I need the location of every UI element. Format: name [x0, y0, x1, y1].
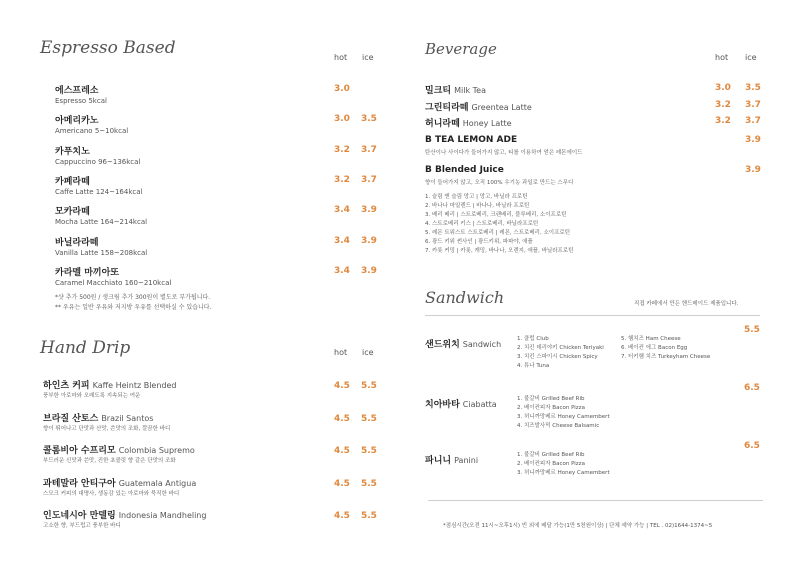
sandwich-option: 6. 베이컨 에그 Bacon Egg	[621, 345, 688, 351]
espresso-item-name: 카페라떼	[55, 176, 90, 187]
handdrip-hot-header: hot	[334, 348, 348, 357]
espresso-item-ice-price: 3.7	[361, 174, 377, 185]
espresso-item-desc: Espresso 5kcal	[55, 97, 107, 105]
espresso-item-hot-price: 3.0	[334, 114, 350, 125]
ciabatta-list	[517, 395, 610, 431]
espresso-hot-header: hot	[334, 53, 348, 62]
panini-option: 2. 베이컨피자 Bacon Pizza	[517, 461, 585, 467]
espresso-item-desc: Mocha Latte 164~214kcal	[55, 218, 148, 227]
espresso-item-name: 아메리카노	[55, 116, 99, 127]
espresso-item-desc: Caramel Macchiato 160~210kcal	[55, 278, 172, 287]
handdrip-item-ko: 브라질 산토스	[43, 413, 99, 424]
espresso-item-desc: Vanilla Latte 158~208kcal	[55, 248, 148, 257]
espresso-item-ice-price: 3.9	[361, 205, 377, 216]
espresso-item-hot-price: 3.4	[334, 235, 350, 246]
juice-option: 2. 바나나 마일렌드 | 바나나, 바닐라 프로틴	[425, 203, 530, 209]
beverage-item-hot-price: 3.0	[715, 83, 731, 93]
sandwich-list-left	[517, 335, 604, 371]
handdrip-item-ko: 하인츠 커피	[43, 381, 90, 391]
ciabatta-price: 6.5	[744, 383, 760, 393]
beverage-item-en: Greentea Latte	[471, 102, 532, 112]
footer-divider	[428, 500, 763, 501]
beverage-item-name	[425, 83, 486, 96]
espresso-note-1: *샷 추가 500원 / 생크림 추가 300원이 별도로 부가됩니다.	[55, 294, 211, 301]
sandwich-section-title: Sandwich	[425, 288, 505, 307]
handdrip-item-hot-price: 4.5	[334, 478, 350, 489]
handdrip-item-hot-price: 4.5	[334, 413, 350, 424]
ciabatta-option: 2. 베이컨피자 Bacon Pizza	[517, 405, 585, 411]
espresso-item-name: 모카라떼	[55, 207, 90, 218]
beverage-item-ko: 밀크티	[425, 86, 452, 96]
handdrip-item-en: Guatemala Antigua	[118, 478, 197, 488]
juice-option: 7. 카롯 커밍 | 카롯, 캐밍, 바나나, 오렌지, 애플, 바닐라프로틴	[425, 248, 574, 254]
handdrip-item-hot-price: 4.5	[334, 446, 350, 456]
handdrip-item-hot-price: 4.5	[334, 511, 350, 521]
espresso-item-ice-price: 3.9	[361, 235, 377, 246]
espresso-item-name: 바닐라라떼	[55, 237, 99, 248]
sandwich-option: 1. 클럽 Club	[517, 336, 549, 342]
lemonade-price: 3.9	[745, 135, 761, 145]
beverage-item-name	[425, 100, 532, 113]
espresso-section-title: Espresso Based	[40, 38, 176, 58]
espresso-item-hot-price: 3.4	[334, 205, 350, 216]
handdrip-item-en: Brazil Santos	[101, 413, 154, 423]
sandwich-option: 7. 터키햄 치즈 Turkeyham Cheese	[621, 354, 711, 360]
beverage-section-title: Beverage	[425, 40, 497, 58]
panini-option: 1. 불갈비 Grilled Beef Rib	[517, 452, 585, 458]
beverage-item-ice-price: 3.7	[745, 99, 761, 110]
handdrip-section-title: Hand Drip	[40, 338, 131, 358]
beverage-item-en: Milk Tea	[454, 86, 486, 95]
espresso-item-ice-price: 3.9	[361, 265, 377, 276]
espresso-item-name: 에스프레소	[55, 86, 99, 96]
juice-option: 3. 베리 베리 | 스트로베리, 크랜베리, 블루베리, 소이프로틴	[425, 212, 567, 218]
handdrip-item-en: Colombia Supremo	[118, 446, 195, 455]
beverage-item-ko: 그린티라떼	[425, 102, 469, 113]
handdrip-item-desc: 고소한 향, 부드럽고 풍부한 바디	[43, 523, 121, 529]
espresso-ice-header: ice	[362, 53, 374, 62]
juice-desc: 향이 들어가지 않고, 오직 100% 우기농 과일로 만드는 스무디	[425, 180, 574, 186]
espresso-note-2: ** 우유는 일반 우유와 저지방 우유를 선택하실 수 있습니다.	[55, 304, 212, 311]
handdrip-item-ice-price: 5.5	[361, 511, 377, 521]
ciabatta-option: 4. 치즈발사믹 Cheese Balsamic	[517, 423, 600, 429]
espresso-item-hot-price: 3.2	[334, 174, 350, 185]
panini-option: 3. 허니까망베르 Honey Camembert	[517, 470, 610, 476]
beverage-item-ice-price: 3.5	[745, 83, 761, 93]
sandwich-option: 5. 햄치즈 Ham Cheese	[621, 336, 681, 342]
handdrip-item-ko: 과테말라 안티구아	[43, 478, 116, 489]
handdrip-item-ko: 인도네시아 만델링	[43, 511, 116, 521]
handdrip-item-en: Kaffe Heintz Blended	[92, 381, 177, 390]
ciabatta-option: 1. 불갈비 Grilled Beef Rib	[517, 396, 585, 402]
handdrip-item-name	[43, 508, 206, 521]
beverage-ice-header: ice	[745, 53, 757, 62]
juice-price: 3.9	[745, 165, 761, 175]
beverage-item-hot-price: 3.2	[715, 116, 731, 126]
espresso-item-desc: Caffe Latte 124~164kcal	[55, 187, 143, 196]
sandwich-subtitle: 직접 카페에서 만든 핸드메이드 제품입니다.	[634, 301, 739, 307]
beverage-hot-header: hot	[715, 53, 729, 62]
juice-option: 6. 광드 키위 썬사인 | 광드키위, 파파야, 애플	[425, 239, 533, 245]
handdrip-item-ko: 콜롬비아 수프리모	[43, 446, 116, 456]
panini-item-name: 파니니 Panini	[425, 456, 479, 466]
panini-list	[517, 451, 610, 478]
espresso-item-desc: Cappuccino 96~136kcal	[55, 157, 141, 166]
beverage-item-ice-price: 3.7	[745, 116, 761, 126]
juice-option: 5. 레몬 트위스트 스트로베리 | 레몬, 스트로베리, 소이프로틴	[425, 230, 571, 236]
lemonade-name: B TEA LEMON ADE	[425, 135, 518, 145]
espresso-item-desc: Americano 5~10kcal	[55, 127, 129, 136]
beverage-item-hot-price: 3.2	[715, 99, 731, 110]
footer-info: *점심시간(오전 11시~오후1시) 빈 외에 배달 가능(1만 5천원이상) | 단체 예약 가능 | TEL . 02)1644-1374~5	[443, 523, 713, 529]
espresso-item-name: 카푸치노	[55, 146, 90, 157]
handdrip-item-ice-price: 5.5	[361, 446, 377, 456]
handdrip-item-desc: 향이 뛰어나고 단맛과 산맛, 쓴맛의 조화, 깔끔한 바디	[43, 425, 171, 432]
handdrip-item-en: Indonesia Mandheling	[118, 511, 207, 520]
espresso-item-ice-price: 3.7	[361, 144, 377, 155]
handdrip-item-desc: 풍부한 아로마와 오래도록 지속되는 여운	[43, 393, 141, 399]
juice-options-list	[425, 193, 573, 256]
handdrip-item-ice-price: 5.5	[361, 381, 377, 391]
sandwich-option: 3. 치킨 스파이시 Chicken Spicy	[517, 354, 598, 360]
espresso-item-hot-price: 3.4	[334, 265, 350, 276]
espresso-item-name: 카라멜 마끼아또	[55, 267, 119, 278]
juice-option: 4. 스트로베리 키스 | 스트로베리, 바닐라프로틴	[425, 221, 539, 227]
handdrip-item-desc: 부드러운 신맛과 쓴맛, 진한 초콜릿 향 같은 단맛의 조화	[43, 458, 176, 464]
handdrip-item-desc: 스모크 커피의 대명사, 생동감 있는 아로마와 묵직한 바디	[43, 490, 180, 497]
sandwich-list-right	[621, 335, 710, 362]
sandwich-option: 2. 치킨 데리야키 Chicken Teriyaki	[517, 345, 604, 351]
beverage-item-name	[425, 116, 512, 129]
beverage-item-en: Honey Latte	[462, 119, 512, 128]
sandwich-divider	[425, 315, 760, 316]
beverage-item-ko: 허니라떼	[425, 119, 460, 129]
handdrip-item-name	[43, 378, 176, 391]
handdrip-item-ice-price: 5.5	[361, 413, 377, 424]
sandwich-price: 5.5	[744, 325, 760, 335]
handdrip-item-name	[43, 443, 195, 456]
handdrip-item-name	[43, 411, 153, 424]
espresso-item-hot-price: 3.0	[334, 84, 350, 94]
handdrip-item-hot-price: 4.5	[334, 381, 350, 391]
espresso-item-hot-price: 3.2	[334, 144, 350, 155]
ciabatta-option: 3. 허니까망베르 Honey Camembert	[517, 414, 610, 420]
handdrip-item-ice-price: 5.5	[361, 478, 377, 489]
espresso-item-ice-price: 3.5	[361, 114, 377, 125]
juice-option: 1. 슬림 앤 슬림 망고 | 망고, 바닐라 프로틴	[425, 194, 528, 200]
lemonade-desc: 탄산이나 사이다가 들어가지 않고, 티를 이용하여 얻은 레몬에이드	[425, 150, 583, 156]
handdrip-item-name	[43, 476, 196, 489]
sandwich-item-name: 샌드위치 Sandwich	[425, 340, 502, 350]
juice-name: B Blended Juice	[425, 165, 504, 175]
panini-price: 6.5	[744, 441, 760, 451]
handdrip-ice-header: ice	[362, 348, 374, 357]
ciabatta-item-name: 치아바타 Ciabatta	[425, 400, 497, 410]
sandwich-option: 4. 튜나 Tuna	[517, 363, 550, 369]
